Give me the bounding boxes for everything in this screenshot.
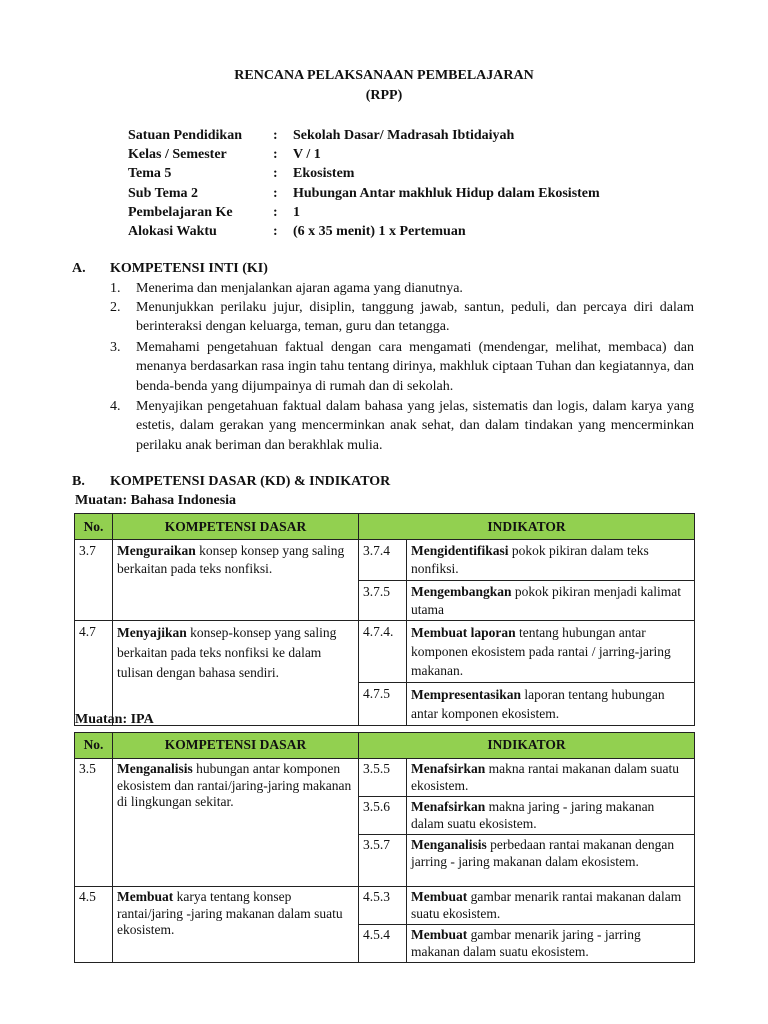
header-indikator: INDIKATOR <box>359 514 695 540</box>
table-row <box>75 759 695 797</box>
cell-no: 3.7 <box>75 540 113 621</box>
cell-indicator <box>407 835 695 887</box>
kd-verb: Menyajikan <box>117 625 187 640</box>
indicator-text: laporan tentang hubungan antar komponen ekosistem. <box>411 687 665 721</box>
indicator-text: gambar menarik jaring - jarring makanan dalam suatu ekosistem. <box>411 927 641 959</box>
header-indikator: INDIKATOR <box>359 733 695 759</box>
indicator-verb: Membuat laporan <box>411 625 516 640</box>
cell-code: 4.7.4. <box>359 621 407 683</box>
cell-indicator <box>407 887 695 925</box>
list-text: Menerima dan menjalankan ajaran agama yang dianutnya. <box>136 281 463 296</box>
kd-text: konsep konsep yang saling berkaitan pada teks nonfiksi. <box>117 543 345 576</box>
identity-value: Hubungan Antar makhluk Hidup dalam Ekosistem <box>293 186 600 201</box>
list-number: 1. <box>110 281 121 296</box>
cell-indicator <box>407 797 695 835</box>
list-number: 4. <box>110 399 121 414</box>
identity-label: Tema 5 <box>128 166 172 181</box>
identity-colon: : <box>273 166 278 181</box>
cell-code: 3.7.4 <box>359 540 407 581</box>
cell-kd <box>113 759 359 887</box>
indicator-text: pokok pikiran menjadi kalimat utama <box>411 584 681 617</box>
cell-indicator <box>407 925 695 963</box>
cell-code: 3.5.5 <box>359 759 407 797</box>
kd-text: konsep-konsep yang saling berkaitan pada teks nonfiksi ke dalam tulisan dengan bahasa sendiri. <box>117 625 337 680</box>
indicator-text: pokok pikiran dalam teks nonfiksi. <box>411 543 649 576</box>
table-row <box>75 540 695 581</box>
subject-label: Muatan: Bahasa Indonesia <box>75 493 237 508</box>
kd-text: karya tentang konsep rantai/jaring -jaring makanan dalam suatu ekosistem. <box>117 889 343 937</box>
cell-code: 3.5.6 <box>359 797 407 835</box>
cell-code: 3.7.5 <box>359 581 407 621</box>
table-row <box>75 887 695 925</box>
identity-value: Sekolah Dasar/ Madrasah Ibtidaiyah <box>293 128 515 143</box>
header-kd: KOMPETENSI DASAR <box>113 514 359 540</box>
indicator-text: tentang hubungan antar komponen ekosistem pada rantai / jarring-jaring makanan. <box>411 625 671 678</box>
document-subtitle: (RPP) <box>365 88 403 103</box>
indicator-verb: Mempresentasikan <box>411 687 521 702</box>
indicator-verb: Menganalisis <box>411 837 487 852</box>
identity-value: 1 <box>293 205 300 220</box>
section-letter: B. <box>72 474 85 489</box>
section-title: KOMPETENSI INTI (KI) <box>110 261 268 276</box>
identity-label: Sub Tema 2 <box>128 186 199 201</box>
cell-kd <box>113 540 359 621</box>
kd-verb: Membuat <box>117 889 174 904</box>
cell-code: 3.5.7 <box>359 835 407 887</box>
list-text: Menyajikan pengetahuan faktual dalam bahasa yang jelas, sistematis dan logis, dalam karya yang estetis, dalam gerakan yang mencerminkan anak sehat, dan dalam tindakan yang mencerminkan perilaku anak beriman dan berakhlak mulia. <box>136 399 694 453</box>
header-no: No. <box>75 733 113 759</box>
header-kd: KOMPETENSI DASAR <box>113 733 359 759</box>
identity-value: (6 x 35 menit) 1 x Pertemuan <box>293 224 466 239</box>
identity-value: V / 1 <box>293 147 321 162</box>
indicator-verb: Mengembangkan <box>411 584 512 599</box>
identity-value: Ekosistem <box>293 166 355 181</box>
header-no: No. <box>75 514 113 540</box>
identity-label: Satuan Pendidikan <box>128 128 242 143</box>
indicator-verb: Mengidentifikasi <box>411 543 509 558</box>
indicator-verb: Membuat <box>411 889 468 904</box>
indicator-text: perbedaan rantai makanan dengan jarring - jaring makanan dalam ekosistem. <box>411 837 675 869</box>
cell-no: 4.7 <box>75 621 113 726</box>
cell-indicator <box>407 621 695 683</box>
cell-no: 4.5 <box>75 887 113 963</box>
cell-code: 4.7.5 <box>359 683 407 726</box>
section-title: KOMPETENSI DASAR (KD) & INDIKATOR <box>110 474 391 489</box>
indicator-verb: Membuat <box>411 927 468 942</box>
section-letter: A. <box>72 261 86 276</box>
identity-colon: : <box>273 186 278 201</box>
document-title: RENCANA PELAKSANAAN PEMBELAJARAN <box>234 68 534 83</box>
indicator-verb: Menafsirkan <box>411 761 486 776</box>
list-number: 2. <box>110 300 121 315</box>
identity-colon: : <box>273 147 278 162</box>
list-text: Memahami pengetahuan faktual dengan cara mengamati (mendengar, melihat, membaca) dan menanya berdasarkan rasa ingin tahu tentang dirinya, makhluk ciptaan Tuhan dan kegiatannya, dan benda-benda yang dijumpainya di rumah dan di sekolah. <box>136 340 694 394</box>
cell-indicator <box>407 581 695 621</box>
identity-label: Alokasi Waktu <box>128 224 217 239</box>
cell-code: 4.5.3 <box>359 887 407 925</box>
list-number: 3. <box>110 340 121 355</box>
identity-label: Kelas / Semester <box>128 147 227 162</box>
kd-table-bahasa-indonesia <box>74 513 695 726</box>
identity-colon: : <box>273 128 278 143</box>
identity-colon: : <box>273 205 278 220</box>
cell-indicator <box>407 540 695 581</box>
indicator-text: makna jaring - jaring makanan dalam suatu ekosistem. <box>411 799 655 831</box>
table-row <box>75 621 695 683</box>
subject-label: Muatan: IPA <box>75 712 154 727</box>
indicator-verb: Menafsirkan <box>411 799 486 814</box>
cell-indicator <box>407 759 695 797</box>
kd-text: hubungan antar komponen ekosistem dan rantai/jaring-jaring makanan di lingkungan sekitar. <box>117 761 352 809</box>
identity-colon: : <box>273 224 278 239</box>
kd-verb: Menganalisis <box>117 761 193 776</box>
cell-kd <box>113 887 359 963</box>
table-header-row <box>75 733 695 759</box>
kd-table-ipa <box>74 732 695 963</box>
list-text: Menunjukkan perilaku jujur, disiplin, tanggung jawab, santun, peduli, dan percaya diri dalam berinteraksi dengan keluarga, teman, guru dan tetangga. <box>136 300 694 335</box>
indicator-text: makna rantai makanan dalam suatu ekosistem. <box>411 761 680 793</box>
table-header-row <box>75 514 695 540</box>
cell-indicator <box>407 683 695 726</box>
indicator-text: gambar menarik rantai makanan dalam suatu ekosistem. <box>411 889 682 921</box>
cell-kd <box>113 621 359 726</box>
identity-label: Pembelajaran Ke <box>128 205 233 220</box>
cell-code: 4.5.4 <box>359 925 407 963</box>
cell-no: 3.5 <box>75 759 113 887</box>
kd-verb: Menguraikan <box>117 543 196 558</box>
